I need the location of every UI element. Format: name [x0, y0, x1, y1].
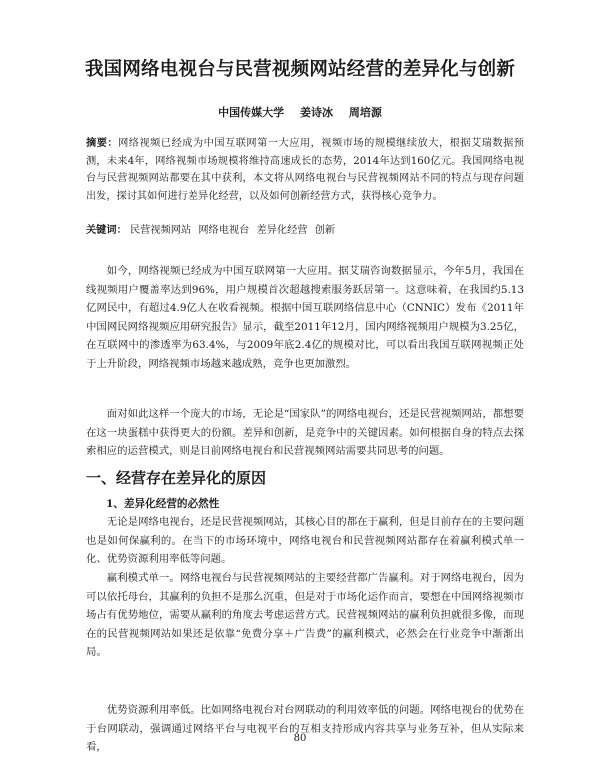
author-name: 姜诗冰: [300, 106, 333, 119]
paper-title: 我国网络电视台与民营视频网站经营的差异化与创新: [84, 59, 516, 80]
keywords-label: 关键词：: [86, 224, 127, 236]
affiliation: 中国传媒大学: [218, 106, 285, 119]
keyword: 民营视频网站: [130, 225, 192, 236]
keyword: 创新: [314, 225, 336, 236]
body-paragraph: 如今，网络视频已经成为中国互联网第一大应用。据艾瑞咨询数据显示，今年5月，我国在线视频用户覆盖率达到96%，用户规模首次超越搜索服务跃居第一。这意味着，在我国约5.13亿网民中，有超过4.9亿人在收看视频。根据中国互联网络信息中心（CNNIC）发布《2011年中国网民网络视频应用研究报告》显示，截至2011年12月，国内网络视频用户规模为3.25亿，在互联网中的渗透率为63.4%，与2009年底2.4亿的规模对比，可以看出我国互联网视频正处于上升阶段，网络视频市场越来越成熟，竞争也更加激烈。: [86, 265, 524, 370]
keywords: [86, 222, 524, 240]
abstract-label: 摘要：: [86, 137, 119, 149]
body-paragraph: 面对如此这样一个庞大的市场，无论是“国家队”的网络电视台，还是民营视频网站，都想要在这一块蛋糕中获得更大的份额。差异和创新，是竞争中的关键因素。如何根据自身的特点去探索相应的运营模式，则是目前网络电视台和民营视频网站需要共同思考的问题。: [86, 408, 524, 458]
author-line: [0, 104, 600, 120]
subsection-heading: 1、差异化经营的必然性: [106, 498, 220, 510]
page-number: 80: [293, 733, 307, 744]
section-heading: 一、经营存在差异化的原因: [86, 469, 267, 487]
body-paragraph: 赢利模式单一。网络电视台与民营视频网站的主要经营都广告赢利。对于网络电视台，因为可以依托母台，其赢利的负担不是那么沉重，但是对于市场化运作而言，要想在中国网络视频市场占有优势地位，需要从赢利的角度去考虑运营方式。民营视频网站的赢利负担就很多像，而现在的民营视频网站如果还是依靠“免费分享＋广告费”的赢利模式，必然会在行业竞争中渐渐出局。: [86, 572, 524, 659]
keyword: 差异化经营: [256, 225, 308, 236]
abstract-text: 网络视频已经成为中国互联网第一大应用，视频市场的规模继续放大，根据艾瑞数据预测，未来4年，网络视频市场规模将维持高速成长的态势，2014年达到160亿元。我国网络电视台与民营视频网站都要在其中获利，本文将从网络电视台与民营视频网站不同的特点与现存问题出发，探讨其如何进行差异化经营，以及如何创新经营方式，获得核心竞争力。: [86, 138, 525, 202]
body-paragraph: 无论是网络电视台，还是民营视频网站，其核心目的都在于赢利，但是目前存在的主要问题也是如何保赢利的。在当下的市场环境中，网络电视台和民营视频网站都存在着赢利模式单一化、优势资源利用率低等问题。: [86, 516, 524, 566]
body-paragraph: 优势资源利用率低。比如网络电视台对台网联动的利用效率低的问题。网络电视台的优势在于台网联动，强调通过网络平台与电视平台的互相支持形成内容共享与业务互补，但从实际来看，: [86, 704, 524, 754]
author-name: 周培源: [348, 106, 382, 119]
abstract: [86, 135, 524, 205]
keyword: 网络电视台: [198, 225, 250, 236]
